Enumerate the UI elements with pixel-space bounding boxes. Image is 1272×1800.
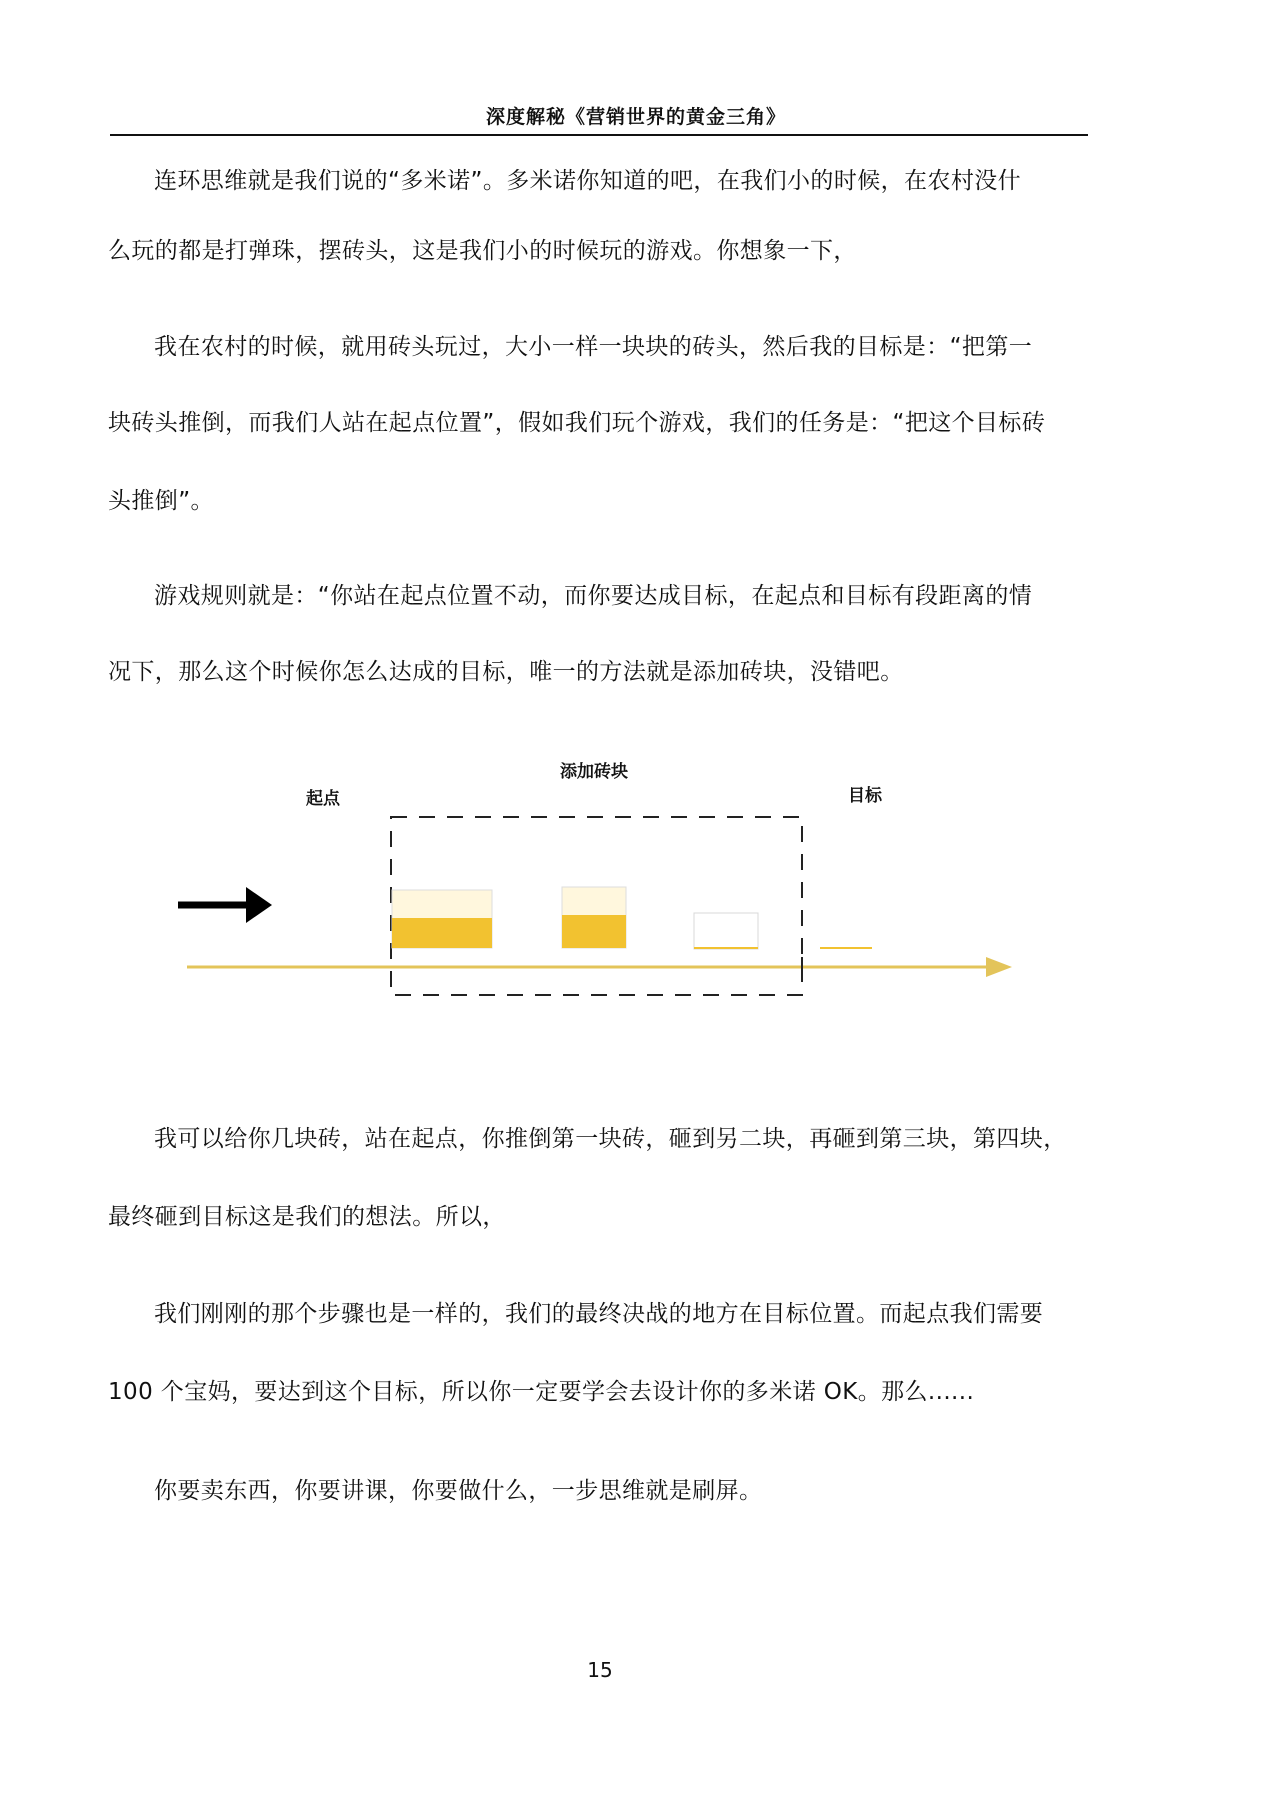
paragraph-line: 况下，那么这个时候你怎么达成的目标，唯一的方法就是添加砖块，没错吧。 — [108, 659, 904, 685]
paragraph-line: 头推倒”。 — [108, 488, 214, 514]
timeline-arrow-head — [986, 957, 1012, 977]
brick-2 — [562, 887, 626, 948]
brick-1 — [392, 890, 492, 948]
domino-diagram — [150, 735, 1050, 1035]
paragraph-line: 么玩的都是打弹珠，摆砖头，这是我们小的时候玩的游戏。你想象一下， — [108, 238, 857, 264]
paragraph-line: 我们刚刚的那个步骤也是一样的，我们的最终决战的地方在目标位置。而起点我们需要 — [154, 1301, 1044, 1327]
header-divider — [110, 134, 1088, 136]
paragraph-line: 最终砸到目标这是我们的想法。所以， — [108, 1204, 506, 1230]
page-number: 15 — [587, 1658, 613, 1682]
paragraph-line: 你要卖东西，你要讲课，你要做什么，一步思维就是刷屏。 — [154, 1478, 763, 1504]
brick-3 — [694, 913, 758, 949]
start-label: 起点 — [306, 789, 340, 809]
paragraph-line: 100 个宝妈，要达到这个目标，所以你一定要学会去设计你的多米诺 OK。那么...... — [108, 1379, 975, 1405]
add-bricks-label: 添加砖块 — [560, 762, 628, 782]
target-label: 目标 — [848, 786, 882, 806]
paragraph-line: 连环思维就是我们说的“多米诺”。多米诺你知道的吧，在我们小的时候，在农村没什 — [154, 168, 1022, 194]
paragraph-line: 块砖头推倒，而我们人站在起点位置”，假如我们玩个游戏，我们的任务是：“把这个目标砖 — [108, 410, 1046, 436]
running-header-title: 深度解秘《营销世界的黄金三角》 — [485, 106, 786, 128]
paragraph-line: 我可以给你几块砖，站在起点，你推倒第一块砖，砸到另二块，再砸到第三块，第四块， — [154, 1126, 1067, 1152]
start-arrow-head — [246, 887, 272, 923]
paragraph-line: 我在农村的时候，就用砖头玩过，大小一样一块块的砖头，然后我的目标是：“把第一 — [154, 334, 1033, 360]
paragraph-line: 游戏规则就是：“你站在起点位置不动，而你要达成目标，在起点和目标有段距离的情 — [154, 583, 1033, 609]
